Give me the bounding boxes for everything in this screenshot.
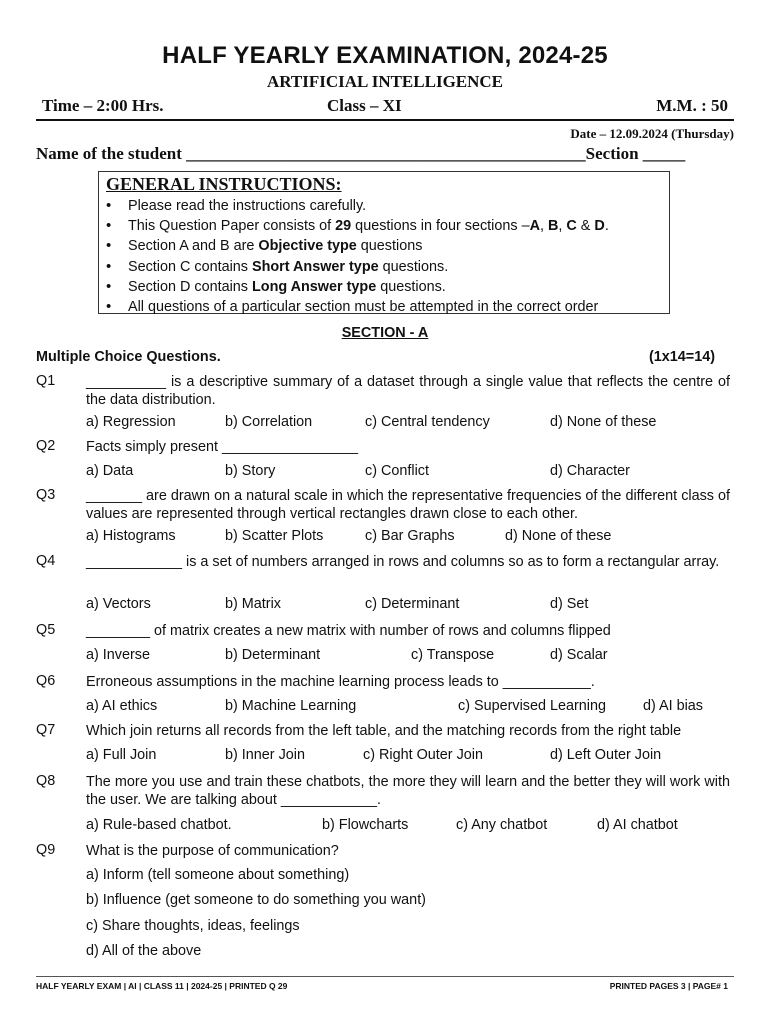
option-d: d) Set <box>550 596 589 612</box>
option-b: b) Story <box>225 463 276 479</box>
option-c: c) Conflict <box>365 463 429 479</box>
question-number: Q6 <box>36 673 56 689</box>
mcq-marks: (1x14=14) <box>648 349 715 365</box>
max-marks: M.M. : 50 <box>656 96 728 115</box>
option-c: c) Right Outer Join <box>363 747 483 763</box>
question-text: ____________ is a set of numbers arranged in rows and columns so as to form a rectangular array. <box>86 554 720 570</box>
instruction-item: • Section D contains Long Answer type questions. <box>104 277 609 297</box>
option-c: c) Bar Graphs <box>365 528 455 544</box>
question-number: Q9 <box>36 842 56 858</box>
instruction-item: • All questions of a particular section must be attempted in the correct order <box>104 297 609 317</box>
question-text: __________ is a descriptive summary of a dataset through a single value that reflects the centre of the data distribution. <box>86 374 730 408</box>
option-b: b) Scatter Plots <box>225 528 324 544</box>
question-text: _______ are drawn on a natural scale in which the representative frequencies of the different class of values are represented through vertical rectangles drawn close to each other. <box>86 488 730 522</box>
option-c: c) Central tendency <box>365 414 490 430</box>
option-c: c) Determinant <box>365 596 460 612</box>
mcq-heading: Multiple Choice Questions. <box>36 349 221 365</box>
question-number: Q1 <box>36 373 56 389</box>
option-a: a) Regression <box>86 414 176 430</box>
instruction-item: • This Question Paper consists of 29 questions in four sections –A, B, C & D. <box>104 216 609 236</box>
option-c: c) Supervised Learning <box>458 698 606 714</box>
question-number: Q5 <box>36 622 56 638</box>
option-b: b) Machine Learning <box>225 698 357 714</box>
instructions-title: GENERAL INSTRUCTIONS: <box>106 174 342 194</box>
question-text: Which join returns all records from the left table, and the matching records from the right table <box>86 723 682 739</box>
option-a: a) Inverse <box>86 647 150 663</box>
option-a: a) Rule-based chatbot. <box>86 817 232 833</box>
question-number: Q8 <box>36 773 56 789</box>
option-a: a) Histograms <box>86 528 176 544</box>
option-a: a) AI ethics <box>86 698 158 714</box>
option-c: c) Share thoughts, ideas, feelings <box>86 918 300 934</box>
option-d: d) Character <box>550 463 630 479</box>
instructions-list <box>104 196 609 317</box>
option-b: b) Influence (get someone to do something you want) <box>86 892 426 908</box>
question-text: ________ of matrix creates a new matrix with number of rows and columns flipped <box>86 623 611 639</box>
option-d: d) AI bias <box>643 698 703 714</box>
student-name-line: Name of the student _______________________________________________Section _____ <box>36 144 686 163</box>
question-text: What is the purpose of communication? <box>86 843 339 859</box>
option-b: b) Determinant <box>225 647 321 663</box>
question-text: Erroneous assumptions in the machine learning process leads to ___________. <box>86 674 595 690</box>
footer-divider <box>36 976 734 977</box>
option-a: a) Inform (tell someone about something) <box>86 867 350 883</box>
option-a: a) Vectors <box>86 596 151 612</box>
option-c: c) Transpose <box>411 647 495 663</box>
option-a: a) Full Join <box>86 747 157 763</box>
option-c: c) Any chatbot <box>456 817 548 833</box>
question-number: Q4 <box>36 553 56 569</box>
option-d: d) None of these <box>550 414 657 430</box>
option-a: a) Data <box>86 463 134 479</box>
subject-title: ARTIFICIAL INTELLIGENCE <box>266 72 504 91</box>
question-text: Facts simply present _________________ <box>86 439 359 455</box>
question-number: Q3 <box>36 487 56 503</box>
option-d: d) All of the above <box>86 943 202 959</box>
option-b: b) Matrix <box>225 596 281 612</box>
option-d: d) Left Outer Join <box>550 747 662 763</box>
question-number: Q2 <box>36 438 56 454</box>
section-heading: SECTION - A <box>341 325 429 341</box>
exam-date: Date – 12.09.2024 (Thursday) <box>570 126 734 141</box>
question-number: Q7 <box>36 722 56 738</box>
option-b: b) Inner Join <box>225 747 305 763</box>
option-d: d) Scalar <box>550 647 608 663</box>
option-d: d) None of these <box>505 528 612 544</box>
instruction-item: • Section A and B are Objective type questions <box>104 236 609 256</box>
time-allowed: Time – 2:00 Hrs. <box>42 96 164 115</box>
instruction-item: • Please read the instructions carefully. <box>104 196 609 216</box>
footer-exam-info: HALF YEARLY EXAM | AI | CLASS 11 | 2024-25 | PRINTED Q 29 <box>36 981 288 991</box>
option-b: b) Flowcharts <box>322 817 409 833</box>
instruction-item: • Section C contains Short Answer type questions. <box>104 257 609 277</box>
option-b: b) Correlation <box>225 414 313 430</box>
option-d: d) AI chatbot <box>597 817 678 833</box>
class-label: Class – XI <box>327 96 402 115</box>
header-divider <box>36 119 734 121</box>
footer-page-info: PRINTED PAGES 3 | PAGE# 1 <box>609 981 728 991</box>
exam-title: HALF YEARLY EXAMINATION, 2024-25 <box>162 42 608 69</box>
question-text: The more you use and train these chatbots, the more they will learn and the better they will work with the user. We are talking about ____________. <box>86 774 730 808</box>
